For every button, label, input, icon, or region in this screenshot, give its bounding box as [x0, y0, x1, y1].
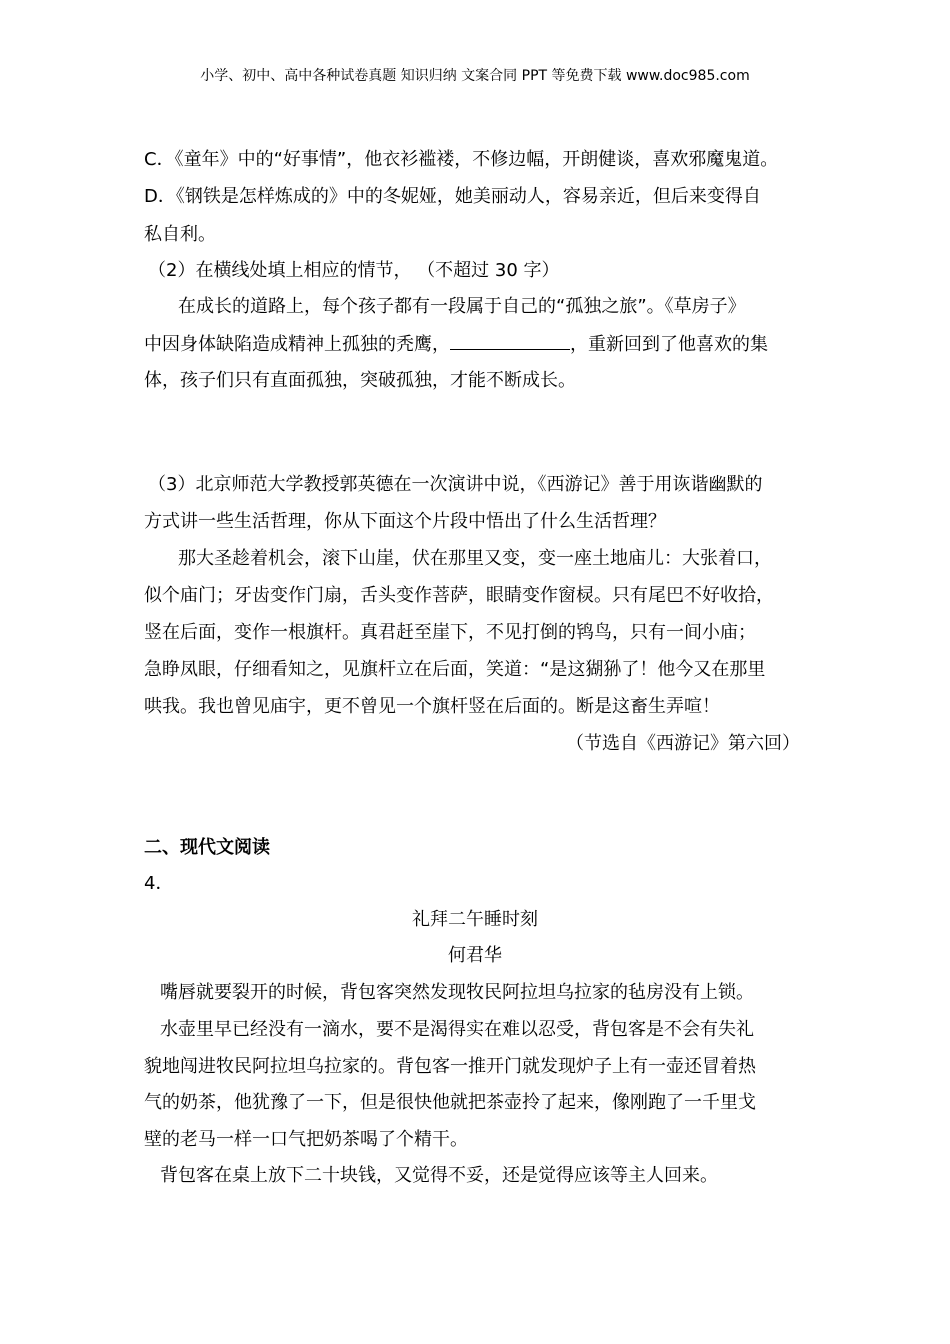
question-2-text-after-blank: ，重新回到了他喜欢的集 — [570, 334, 768, 355]
option-d-line-2: 私自利。 — [144, 224, 216, 245]
passage-line-3: 竖在后面，变作一根旗杆。真君赶至崖下，不见打倒的鸨鸟，只有一间小庙； — [144, 622, 756, 643]
option-d-line-1: D．《钢铁是怎样炼成的》中的冬妮娅，她美丽动人，容易亲近，但后来变得自 — [144, 186, 761, 207]
passage-line-5: 哄我。我也曾见庙宇，更不曾见一个旗杆竖在后面的。断是这畜生弄喧！ — [144, 696, 720, 717]
question-2-text-line-2 — [144, 329, 768, 359]
question-3-prompt-line-2: 方式讲一些生活哲理，你从下面这个片段中悟出了什么生活哲理？ — [144, 511, 666, 532]
question-2-prompt: （2）在横线处填上相应的情节， （不超过 30 字） — [148, 260, 560, 281]
passage-line-4: 急睁凤眼，仔细看知之，见旗杆立在后面，笑道：“是这猢狲了！他今又在那里 — [144, 659, 766, 680]
article-paragraph-2-line-4: 壁的老马一样一口气把奶茶喝了个精干。 — [144, 1129, 468, 1150]
article-paragraph-2-line-1: 水壶里早已经没有一滴水，要不是渴得实在难以忍受，背包客是不会有失礼 — [160, 1019, 754, 1040]
article-paragraph-2-line-2: 貌地闯进牧民阿拉坦乌拉家的。背包客一推开门就发现炉子上有一壶还冒着热 — [144, 1056, 756, 1077]
question-2-text-before-blank: 中因身体缺陷造成精神上孤独的秃鹰， — [144, 334, 450, 355]
question-4-number: 4． — [144, 873, 174, 894]
article-paragraph-1: 嘴唇就要裂开的时候，背包客突然发现牧民阿拉坦乌拉家的毡房没有上锁。 — [160, 982, 754, 1003]
option-c: C．《童年》中的“好事情”，他衣衫褴褛，不修边幅，开朗健谈，喜欢邪魔鬼道。 — [144, 149, 779, 170]
answer-blank[interactable] — [450, 329, 570, 350]
question-2-text-line-1: 在成长的道路上，每个孩子都有一段属于自己的“孤独之旅”。《草房子》 — [178, 296, 746, 317]
passage-line-2: 似个庙门；牙齿变作门扇，舌头变作菩萨，眼睛变作窗棂。只有尾巴不好收拾， — [144, 585, 774, 606]
passage-source: （节选自《西游记》第六回） — [566, 733, 800, 754]
article-paragraph-2-line-3: 气的奶茶，他犹豫了一下，但是很快他就把茶壶拎了起来，像刚跑了一千里戈 — [144, 1092, 756, 1113]
question-2-text-line-3: 体，孩子们只有直面孤独，突破孤独，才能不断成长。 — [144, 370, 576, 391]
section-2-title: 二、现代文阅读 — [144, 837, 270, 858]
article-paragraph-3: 背包客在桌上放下二十块钱，又觉得不妥，还是觉得应该等主人回来。 — [160, 1165, 718, 1186]
page-header: 小学、初中、高中各种试卷真题 知识归纳 文案合同 PPT 等免费下载 www.doc985.com — [200, 68, 750, 84]
article-author: 何君华 — [448, 945, 502, 966]
passage-line-1: 那大圣趁着机会，滚下山崖，伏在那里又变，变一座土地庙儿：大张着口， — [178, 548, 772, 569]
question-3-prompt-line-1: （3）北京师范大学教授郭英德在一次演讲中说，《西游记》善于用诙谐幽默的 — [148, 474, 763, 495]
article-title: 礼拜二午睡时刻 — [412, 909, 538, 930]
